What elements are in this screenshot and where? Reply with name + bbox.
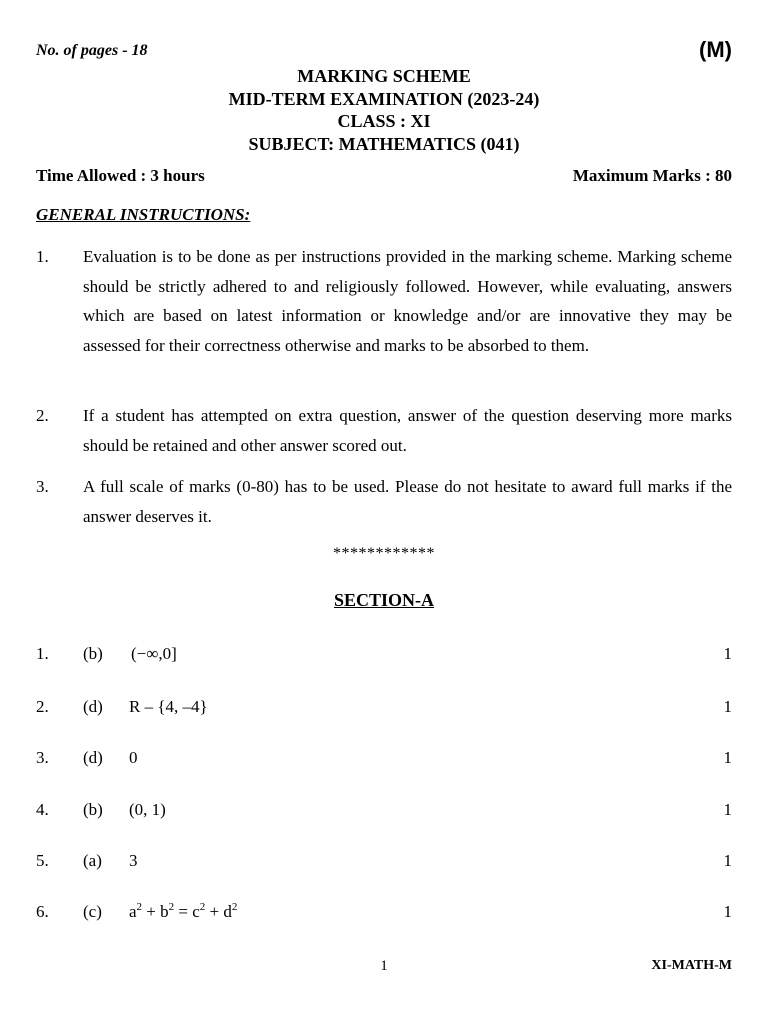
answer-option: (d)	[83, 697, 103, 716]
answer-value: 3	[129, 851, 138, 870]
answer-option: (a)	[83, 851, 102, 870]
instruction-number: 2.	[36, 406, 49, 425]
page-count: No. of pages - 18	[36, 42, 148, 59]
answer-row	[36, 748, 732, 772]
instruction-number: 3.	[36, 477, 49, 496]
maximum-marks: Maximum Marks : 80	[572, 166, 732, 185]
eq-term: = c	[174, 902, 200, 921]
instruction-text: Evaluation is to be done as per instructions provided in the marking scheme. Marking scheme should be strictly adhered to and religiously followed. However, while evaluating, answers which are based on latest information or knowledge and/or are innovative they may be assessed for their correctness otherwise and marks to be absorbed to them.	[83, 247, 732, 355]
answer-option: (b)	[83, 644, 103, 663]
separator-stars: ************	[333, 545, 435, 562]
title-line-3: CLASS : XI	[337, 111, 431, 131]
eq-term: a	[129, 902, 137, 921]
answer-marks: 1	[723, 697, 732, 716]
answer-row	[36, 851, 732, 875]
answer-value: (−∞,0]	[131, 644, 177, 663]
answer-marks: 1	[723, 800, 732, 819]
eq-term: + b	[142, 902, 169, 921]
answer-equation	[129, 902, 237, 922]
question-number: 2.	[36, 697, 49, 716]
answer-option: (d)	[83, 748, 103, 767]
answer-value: 0	[129, 748, 138, 767]
question-number: 5.	[36, 851, 49, 870]
question-number: 4.	[36, 800, 49, 819]
answer-row	[36, 800, 732, 824]
answer-row	[36, 902, 732, 926]
instruction-text: If a student has attempted on extra question, answer of the question deserving more marks should be retained and other answer scored out.	[83, 406, 732, 455]
title-line-2: MID-TERM EXAMINATION (2023-24)	[228, 88, 540, 109]
instruction-item	[36, 401, 732, 460]
answer-row	[36, 697, 732, 721]
document-code: XI-MATH-M	[651, 958, 732, 973]
eq-exponent: 2	[136, 901, 143, 913]
answer-marks: 1	[723, 644, 732, 663]
document-title	[0, 65, 768, 155]
instruction-text: A full scale of marks (0-80) has to be used. Please do not hesitate to award full marks if the answer deserves it.	[83, 477, 732, 526]
title-line-4: SUBJECT: MATHEMATICS (041)	[248, 133, 520, 154]
instruction-item	[36, 472, 732, 531]
answer-value: R – {4, –4}	[129, 697, 208, 716]
set-badge: (M)	[699, 37, 732, 62]
title-line-1: MARKING SCHEME	[297, 66, 471, 86]
instruction-item	[36, 242, 732, 360]
answer-option: (b)	[83, 800, 103, 819]
section-title: SECTION-A	[333, 590, 435, 610]
question-number: 6.	[36, 902, 49, 921]
page-number: 1	[380, 958, 388, 974]
question-number: 3.	[36, 748, 49, 767]
question-number: 1.	[36, 644, 49, 663]
answer-marks: 1	[723, 902, 732, 921]
eq-exponent: 2	[168, 901, 175, 913]
answer-marks: 1	[723, 851, 732, 870]
answer-value: (0, 1)	[129, 800, 166, 819]
answer-option: (c)	[83, 902, 102, 921]
eq-exponent: 2	[231, 901, 238, 913]
answer-row	[36, 644, 732, 668]
eq-exponent: 2	[199, 901, 206, 913]
answer-marks: 1	[723, 748, 732, 767]
instruction-number: 1.	[36, 247, 49, 266]
general-instructions-heading: GENERAL INSTRUCTIONS:	[36, 205, 251, 224]
time-allowed: Time Allowed : 3 hours	[36, 166, 205, 185]
eq-term: + d	[205, 902, 232, 921]
